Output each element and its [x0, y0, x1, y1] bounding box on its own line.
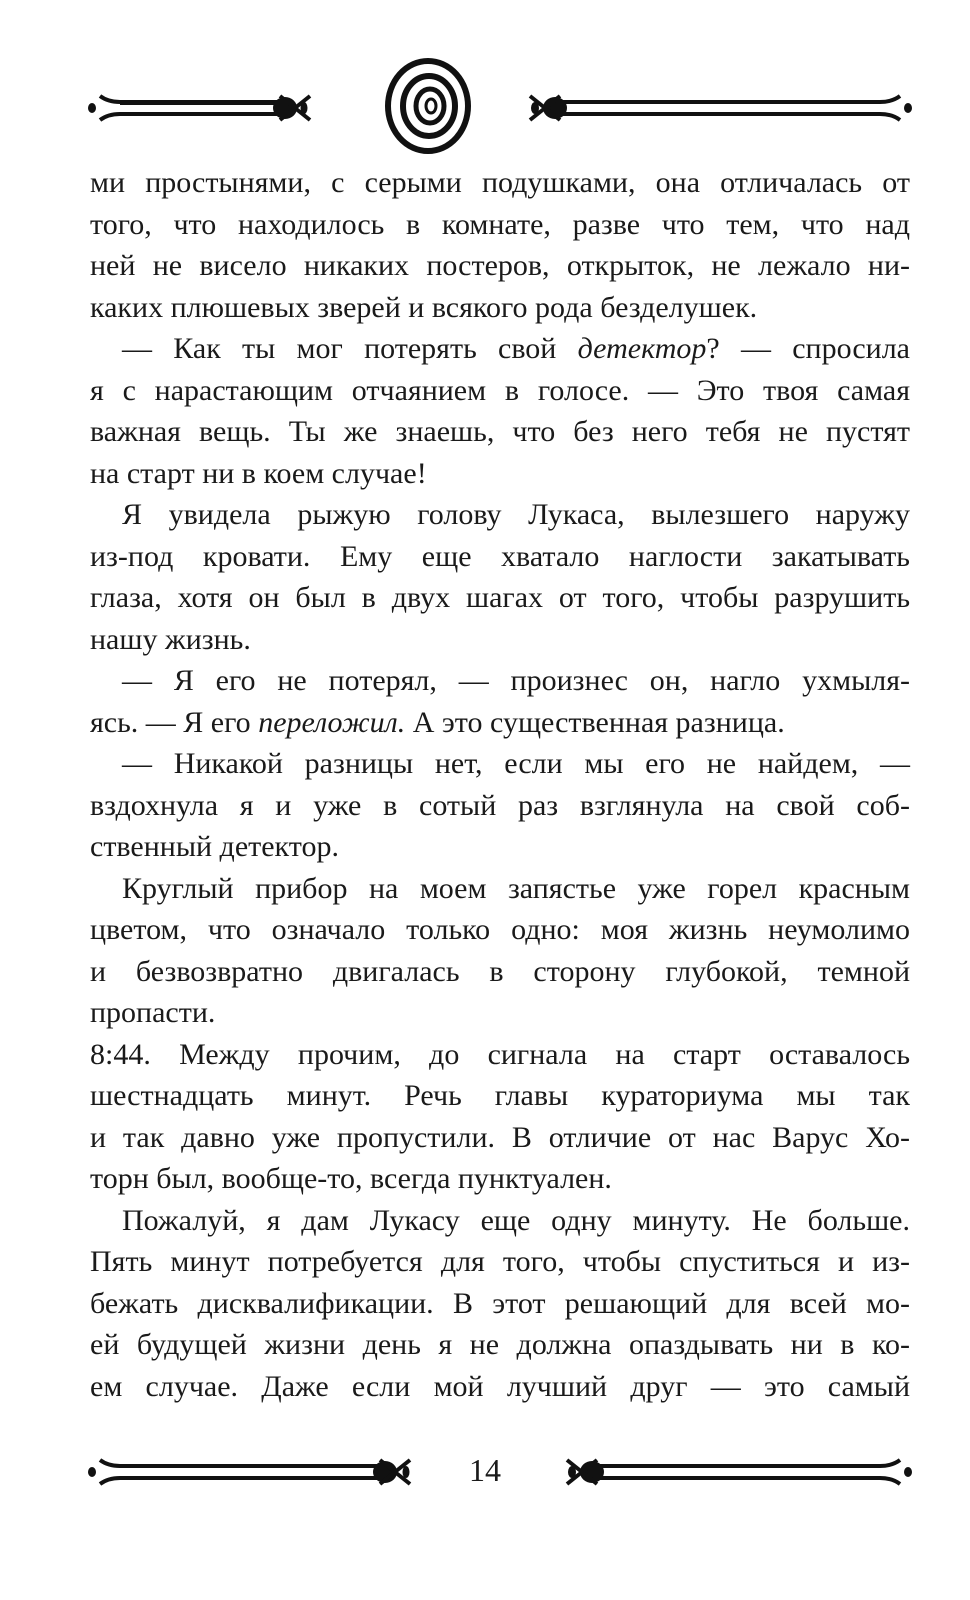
text-segment: я с нарастающим отчаянием в голосе. — Это твоя самая	[90, 373, 910, 407]
text-line	[90, 1366, 910, 1408]
italic-text: детектор	[577, 332, 707, 365]
text-line	[90, 1158, 910, 1200]
text-segment: — Как ты мог потерять свой	[122, 332, 578, 365]
text-line	[90, 1075, 910, 1117]
page-body-text	[90, 162, 910, 1407]
text-line	[90, 577, 910, 619]
text-line	[90, 909, 910, 951]
text-segment: и безвозвратно двигалась в сторону глубокой, темной	[90, 954, 910, 988]
text-line	[90, 951, 910, 993]
text-line	[90, 1241, 910, 1283]
text-line	[90, 1324, 910, 1366]
header-ornament	[80, 58, 920, 158]
text-line	[90, 619, 910, 661]
text-line	[90, 245, 910, 287]
text-segment: ей будущей жизни день я не должна опаздывать ни в ко-	[90, 1328, 910, 1361]
text-segment: на старт ни в коем случае!	[90, 456, 427, 490]
text-segment: А это существенная разница.	[405, 705, 785, 739]
page-number: 14	[469, 1452, 501, 1488]
text-line	[90, 204, 910, 246]
text-segment: — Никакой разницы нет, если мы его не найдем, —	[122, 747, 910, 780]
text-line	[90, 453, 910, 495]
text-line	[90, 1034, 910, 1076]
text-segment: Пять минут потребуется для того, чтобы спуститься и из-	[90, 1245, 910, 1278]
text-segment: Пожалуй, я дам Лукасу еще одну минуту. Не больше.	[122, 1203, 910, 1237]
text-line	[90, 660, 910, 702]
text-line	[90, 1283, 910, 1325]
text-line	[90, 702, 910, 744]
text-line	[90, 785, 910, 827]
text-segment: цветом, что означало только одно: моя жизнь неумолимо	[90, 913, 910, 946]
text-segment: и так давно уже пропустили. В отличие от нас Варус Хо-	[90, 1120, 910, 1154]
text-line	[90, 826, 910, 868]
italic-text: переложил.	[258, 705, 406, 739]
text-segment: шестнадцать минут. Речь главы кураториума мы так	[90, 1079, 910, 1112]
text-segment: того, что находилось в комнате, разве что тем, что над	[90, 207, 910, 241]
text-segment: ясь. — Я его	[90, 705, 259, 739]
text-line	[90, 328, 910, 370]
text-segment: Круглый прибор на моем запястье уже горел красным	[122, 871, 910, 905]
text-line	[90, 1117, 910, 1159]
text-segment: важная вещь. Ты же знаешь, что без него тебя не пустят	[90, 415, 910, 448]
text-segment: 8:44. Между прочим, до сигнала на старт оставалось	[90, 1037, 910, 1071]
text-segment: Я увидела рыжую голову Лукаса, вылезшего наружу	[122, 498, 910, 531]
text-line	[90, 868, 910, 910]
text-segment: ем случае. Даже если мой лучший друг — это самый	[90, 1369, 910, 1403]
text-line	[90, 287, 910, 329]
text-segment: ней не висело никаких постеров, открыток, не лежало ни-	[90, 249, 910, 282]
spiral-icon	[388, 61, 468, 151]
text-segment: из-под кровати. Ему еще хватало наглости закатывать	[90, 539, 910, 573]
text-segment: бежать дисквалификации. В этот решающий для всей мо-	[90, 1286, 910, 1320]
text-line	[90, 162, 910, 204]
text-line	[90, 992, 910, 1034]
text-segment: торн был, вообще-то, всегда пунктуален.	[90, 1162, 612, 1195]
text-segment: ми простынями, с серыми подушками, она отличалась от	[90, 166, 910, 199]
text-line	[90, 1200, 910, 1242]
text-segment: ? — спросила	[706, 332, 910, 365]
text-line	[90, 743, 910, 785]
text-line	[90, 536, 910, 578]
text-line	[90, 370, 910, 412]
text-segment: — Я его не потерял, — произнес он, нагло ухмыля-	[122, 664, 910, 697]
text-segment: нашу жизнь.	[90, 622, 251, 656]
text-segment: ственный детектор.	[90, 830, 339, 863]
text-segment: глаза, хотя он был в двух шагах от того, чтобы разрушить	[90, 581, 910, 614]
text-line	[90, 411, 910, 453]
text-line	[90, 494, 910, 536]
text-segment: вздохнула я и уже в сотый раз взглянула на свой соб-	[90, 788, 910, 822]
text-segment: каких плюшевых зверей и всякого рода безделушек.	[90, 290, 758, 324]
text-segment: пропасти.	[90, 996, 216, 1029]
